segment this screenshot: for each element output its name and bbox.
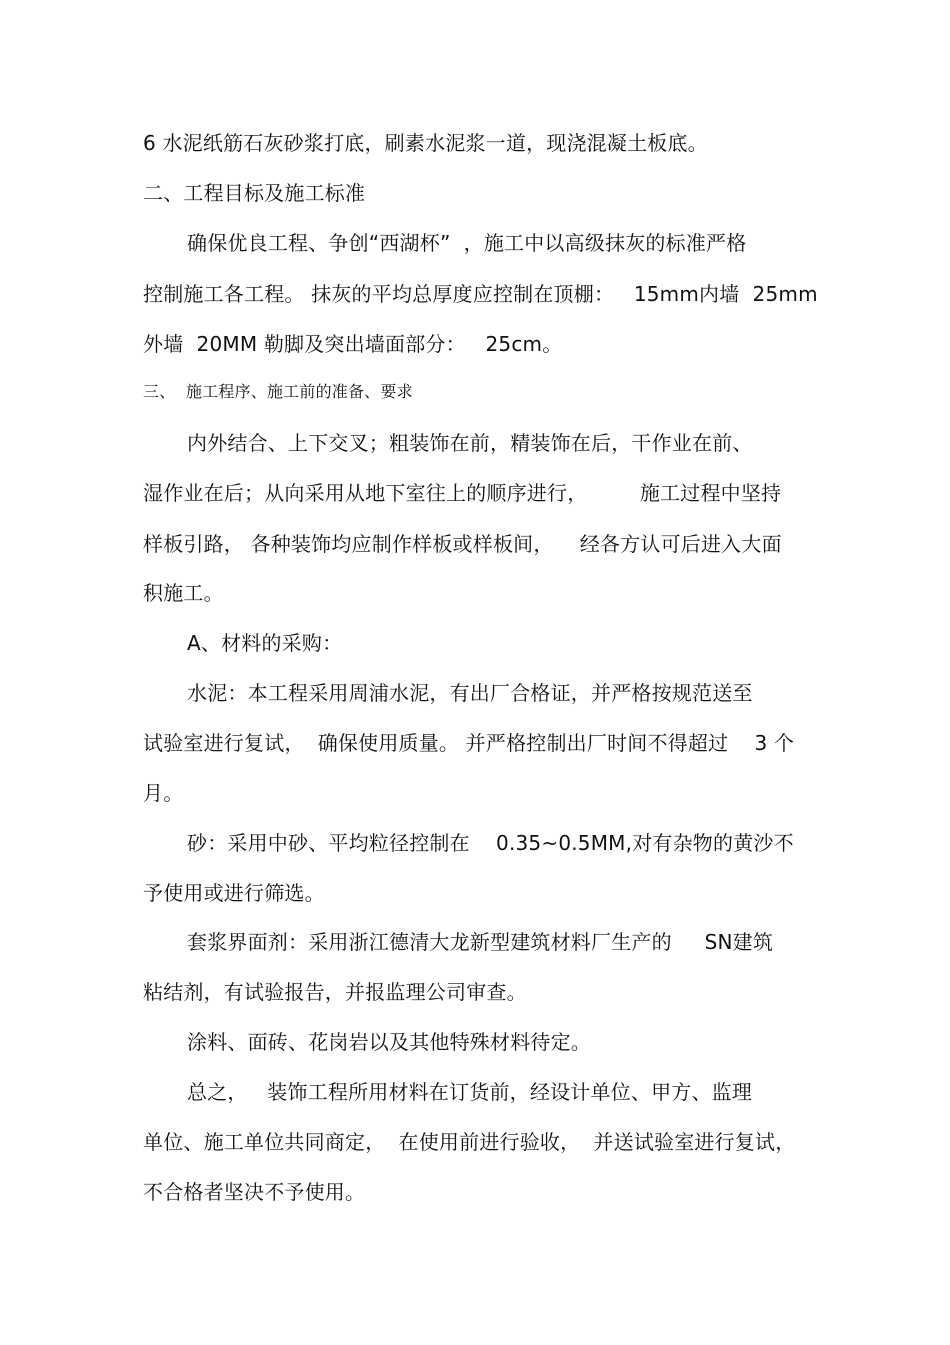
text-line-16: 予使用或进行筛选。 <box>143 881 325 905</box>
text-line-3: 确保优良工程、争创“西湖杯” ，施工中以高级抹灰的标准严格 <box>187 231 747 255</box>
section-heading-2: 二、工程目标及施工标准 <box>143 181 366 205</box>
text-line-5: 外墙 20MM 勒脚及突出墙面部分： 25cm。 <box>143 332 563 356</box>
text-line-17: 套浆界面剂：采用浙江德清大龙新型建筑材料厂生产的 SN建筑 <box>187 930 774 954</box>
subheading-materials: A、材料的采购： <box>187 631 343 655</box>
text-line-9: 样板引路， 各种装饰均应制作样板或样板间， 经各方认可后进入大面 <box>143 532 782 556</box>
text-line-14: 月。 <box>143 781 184 805</box>
text-line-22: 不合格者坚决不予使用。 <box>143 1180 366 1204</box>
text-line-12: 水泥：本工程采用周浦水泥，有出厂合格证，并严格按规范送至 <box>187 681 753 705</box>
text-line-15: 砂：采用中砂、平均粒径控制在 0.35~0.5MM,对有杂物的黄沙不 <box>187 831 794 855</box>
text-line-1: 6 水泥纸筋石灰砂浆打底，刷素水泥浆一道，现浇混凝土板底。 <box>143 131 708 155</box>
text-line-7: 内外结合、上下交叉；粗装饰在前，精装饰在后，干作业在前、 <box>187 431 753 455</box>
text-line-13: 试验室进行复试， 确保使用质量。 并严格控制出厂时间不得超过 3 个 <box>143 731 795 755</box>
text-line-20: 总之， 装饰工程所用材料在订货前，经设计单位、甲方、监理 <box>187 1080 753 1104</box>
text-line-18: 粘结剂，有试验报告，并报监理公司审查。 <box>143 980 527 1004</box>
text-line-10: 积施工。 <box>143 581 224 605</box>
text-line-21: 单位、施工单位共同商定， 在使用前进行验收， 并送试验室进行复试， <box>143 1130 796 1154</box>
text-line-4: 控制施工各工程。 抹灰的平均总厚度应控制在顶棚： 15mm内墙 25mm <box>143 282 818 306</box>
text-line-8: 湿作业在后；从向采用从地下室往上的顺序进行， 施工过程中坚持 <box>143 481 782 505</box>
section-heading-3: 三、 施工程序、施工前的准备、要求 <box>143 382 413 401</box>
text-line-19: 涂料、面砖、花岗岩以及其他特殊材料待定。 <box>187 1030 591 1054</box>
